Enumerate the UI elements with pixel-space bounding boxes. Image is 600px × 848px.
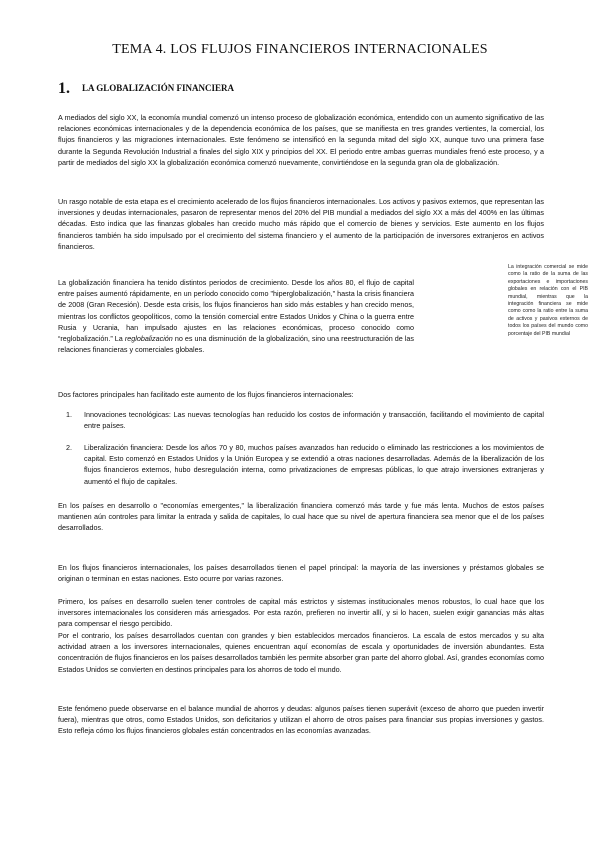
list-item [66,442,544,487]
paragraph-periodos-text: La globalización financiera ha tenido distintos periodos de crecimiento. Desde los años 80, el flujo de capital entre países aumentó rápidamente, en un período conocido como "hiperglobalización," hasta la crisis financiera de 2008 (Gran Recesión). Desde esta crisis, los flujos financieros han sido más estables y han crecido menos, mientras los conflictos geopolíticos, como la tensión comercial entre Estados Unidos y China o la guerra entre Rusia y Ucrania, han impulsado ajustes en las relaciones económicas, proceso conocido como “reglobalización.” La [58,278,414,344]
page-title: TEMA 4. LOS FLUJOS FINANCIEROS INTERNACIONALES [112,42,488,57]
paragraph-desarrollados: En los flujos financieros internacionales, los países desarrollados tienen el papel principal: la mayoría de las inversiones y préstamos globales se originan o terminan en estas naciones. Esto ocurre por varias razones. [58,563,544,584]
paragraph-balance: Este fenómeno puede observarse en el balance mundial de ahorros y deudas: algunos países tienen superávit (exceso de ahorro que pueden invertir fuera), mientras que otros, como Estados Unidos, son deficitarios y utilizan el ahorro de otros países para financiar sus propias inversiones y gastos. Esto refleja cómo los flujos financieros globales están concentrados en las economías avanzadas. [58,704,544,736]
paragraph-periodos [58,277,414,355]
list-item-text: Innovaciones tecnológicas: Las nuevas tecnologías han reducido los costos de información y transacción, facilitando el movimiento de capital entre países. [84,410,544,431]
section-number: 1. [58,80,70,97]
list-item-number: 2. [66,443,72,452]
paragraph-periodos-emphasis: reglobalización [124,334,173,344]
paragraph-flujos: Un rasgo notable de esta etapa es el crecimiento acelerado de los flujos financieros internacionales. Los activos y pasivos externos, que representan las inversiones y deudas internacionales, pasaron de representar menos del 20% del PIB mundial a mediados del siglo XX a más del 400% en las últimas décadas. Esto indica que las finanzas globales han crecido mucho más rápido que el comercio de bienes y servicios. Este aumento en los flujos financieros también ha sido impulsado por el crecimiento del sistema financiero y el aumento de la participación de inversores extranjeros en activos financieros. [58,197,544,251]
paragraph-periodos-end: no es una disminución de la globalización, sino una reestructuración de las relaciones financieras y comerciales globales. [58,334,414,355]
side-note: La integración comercial se mide como la ratio de la suma de las exportaciones e importaciones globales en relación con el PIB mundial, mientras que la integración financiera se mide como como la ratio entre la suma de activos y pasivos externos de todos los países del mundo como porcentaje del PIB mundial [508,264,588,337]
paragraph-emergentes: En los países en desarrollo o "economías emergentes," la liberalización financiera comenzó más tarde y fue más lenta. Muchos de estos países mantienen aún controles para limitar la entrada y salida de capitales, lo cual hace que su nivel de apertura financiera sea menor que el de los países desarrollados. [58,501,544,533]
paragraph-factores: Dos factores principales han facilitado este aumento de los flujos financieros internacionales: [58,390,354,399]
paragraph-primero: Primero, los países en desarrollo suelen tener controles de capital más estrictos y sistemas institucionales menos robustos, lo cual hace que los inversores internacionales los consideren más arriesgados. Por esta razón, prefieren no invertir allí, y si lo hacen, suelen exigir ganancias más altas para compensar el riesgo percibido. [58,597,544,629]
section-title: LA GLOBALIZACIÓN FINANCIERA [82,83,235,93]
section-heading [58,80,234,98]
list-item [66,409,544,431]
list-item-number: 1. [66,410,72,419]
paragraph-contrario: Por el contrario, los países desarrollados cuentan con grandes y bien establecidos mercados financieros. La escala de estos mercados y su alta actividad atraen a los inversores internacionales, quienes encuentran aquí economías de escala y oportunidades de inversión abundantes. Esta concentración de flujos financieros en los países desarrollados también les permite absorber gran parte del ahorro global. Así, grandes economías como Estados Unidos se convierten en destinos principales para los ahorros de todo el mundo. [58,631,544,674]
list-item-text: Liberalización financiera: Desde los años 70 y 80, muchos países avanzados han reducido o eliminado las restricciones a los movimientos de capital. Esto comenzó en Estados Unidos y la Unión Europea y se extendió a otras naciones desarrolladas. Además de la liberalización de los flujos financieros externos, hubo desregulación interna, como privatizaciones de empresas públicas, lo que atrajo inversiones extranjeras y aumentó el flujo de capitales. [84,443,544,486]
paragraph-intro: A mediados del siglo XX, la economía mundial comenzó un intenso proceso de globalización económica, entendido con un aumento significativo de las relaciones económicas internacionales y de la dependencia económica de los países, que se manifiesta en tres grandes vertientes, la comercial, los flujos financieros y las migraciones internacionales. Este fenómeno se intensificó en la segunda mitad del siglo XX, aunque tuvo una primera fase durante la Segunda Revolución Industrial a finales del siglo XIX y principios del XX. El periodo entre ambas guerras mundiales frenó este proceso, y a partir de mediados del siglo XX la globalización económica comenzó nuevamente, convirtiéndose en la segunda gran ola de globalización. [58,113,544,167]
